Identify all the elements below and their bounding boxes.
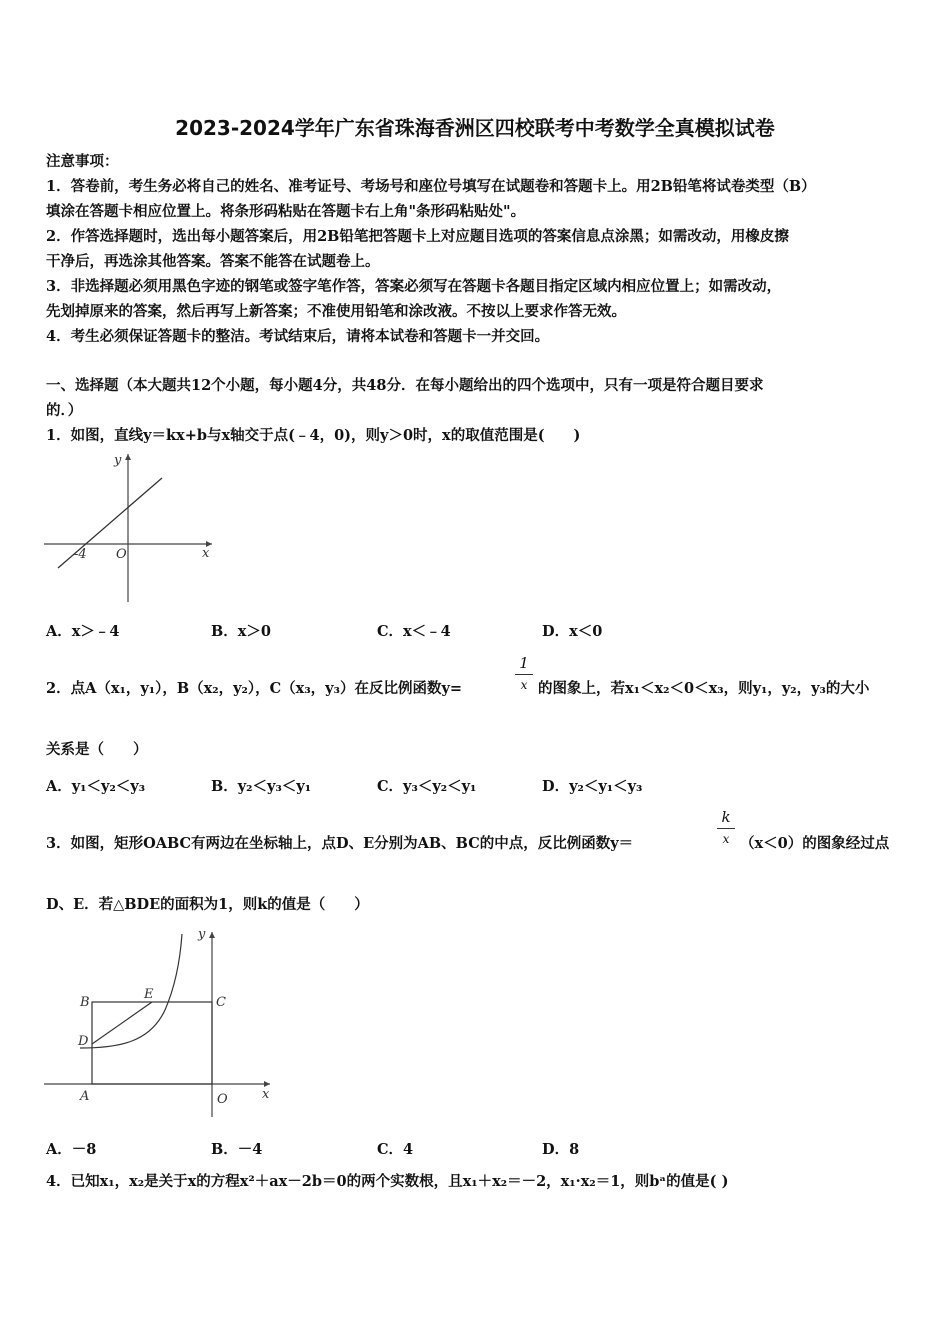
notice-line-4: 干净后，再选涂其他答案。答案不能答在试题卷上。 <box>46 253 380 270</box>
notice-line-5: 3．非选择题必须用黑色字迹的钢笔或签字笔作答，答案必须写在答题卡各题目指定区域内相应位置上；如需改动， <box>46 278 782 295</box>
q1-label-origin: O <box>116 547 127 562</box>
page-title: 2023-2024学年广东省珠海香洲区四校联考中考数学全真模拟试卷 <box>175 116 775 140</box>
q2-frac-num: 1 <box>519 654 529 672</box>
q1-figure <box>44 452 216 607</box>
notice-line-2: 填涂在答题卡相应位置上。将条形码粘贴在答题卡右上角"条形码粘贴处"。 <box>46 203 526 220</box>
q3-figure <box>40 922 280 1127</box>
section-heading-1: 一、选择题（本大题共12个小题，每小题4分，共48分．在每小题给出的四个选项中，只有一项是符合题目要求 <box>46 377 764 394</box>
notice-line-6: 先划掉原来的答案，然后再写上新答案；不准使用铅笔和涂改液。不按以上要求作答无效。 <box>46 303 626 320</box>
q3-option-d[interactable]: D．8 <box>542 1141 580 1158</box>
notice-line-1: 1．答卷前，考生务必将自己的姓名、准考证号、考场号和座位号填写在试题卷和答题卡上。用2B铅笔将试卷类型（B） <box>46 178 816 195</box>
q1-option-c[interactable]: C．x＜﹣4 <box>377 623 451 640</box>
q1-label-x: x <box>202 546 210 561</box>
notice-line-7: 4．考生必须保证答题卡的整洁。考试结束后，请将本试卷和答题卡一并交回。 <box>46 328 550 345</box>
q3-label-x: x <box>262 1087 270 1102</box>
q2-option-d[interactable]: D．y₂＜y₁＜y₃ <box>542 778 643 795</box>
q1-option-b[interactable]: B．x＞0 <box>211 623 271 640</box>
q3-option-c[interactable]: C．4 <box>377 1141 414 1158</box>
q2-option-a[interactable]: A．y₁＜y₂＜y₃ <box>46 778 146 795</box>
q3-label-e: E <box>144 987 154 1002</box>
q4-stem: 4．已知x₁，x₂是关于x的方程x²＋ax－2b＝0的两个实数根，且x₁＋x₂＝－2，x₁·x₂＝1，则bᵃ的值是( ) <box>46 1173 729 1190</box>
q1-option-d[interactable]: D．x＜0 <box>542 623 603 640</box>
q2-stem-a: 2．点A（x₁，y₁），B（x₂，y₂），C（x₃，y₃）在反比例函数y= <box>46 680 463 697</box>
q2-frac-den: x <box>520 678 528 692</box>
q3-stem-b: （x＜0）的图象经过点 <box>740 835 890 852</box>
q1-option-a[interactable]: A．x＞﹣4 <box>46 623 120 640</box>
q3-option-a[interactable]: A．－8 <box>46 1141 97 1158</box>
q1-stem: 1．如图，直线y＝kx+b与x轴交于点(﹣4，0)，则y＞0时，x的取值范围是( ) <box>46 427 581 444</box>
q3-label-y: y <box>198 927 206 942</box>
q2-stem-b: 的图象上，若x₁＜x₂＜0＜x₃，则y₁，y₂，y₃的大小 <box>538 680 870 697</box>
q3-option-b[interactable]: B．－4 <box>211 1141 263 1158</box>
q3-frac-den: x <box>722 832 730 846</box>
q3-stem-c: D、E．若△BDE的面积为1，则k的值是（ ） <box>46 896 369 913</box>
q3-fraction <box>717 808 735 847</box>
q3-label-c: C <box>216 995 226 1010</box>
q1-label-neg4: -4 <box>74 547 87 562</box>
notice-line-3: 2．作答选择题时，选出每小题答案后，用2B铅笔把答题卡上对应题目选项的答案信息点涂黑；如需改动，用橡皮擦 <box>46 228 789 245</box>
q1-label-y: y <box>114 453 122 468</box>
q2-option-b[interactable]: B．y₂＜y₃＜y₁ <box>211 778 312 795</box>
q3-label-origin: O <box>217 1092 228 1107</box>
q2-fraction <box>515 654 533 693</box>
q2-option-c[interactable]: C．y₃＜y₂＜y₁ <box>377 778 477 795</box>
section-heading-2: 的．） <box>46 402 83 419</box>
q3-label-a: A <box>80 1089 90 1104</box>
q2-stem-c: 关系是（ ） <box>46 741 148 758</box>
q3-frac-num: k <box>721 808 731 826</box>
q3-label-b: B <box>80 995 90 1010</box>
q3-label-d: D <box>78 1034 89 1049</box>
notice-heading: 注意事项： <box>46 153 119 170</box>
q3-stem-a: 3．如图，矩形OABC有两边在坐标轴上，点D、E分别为AB、BC的中点，反比例函数y＝ <box>46 835 634 852</box>
